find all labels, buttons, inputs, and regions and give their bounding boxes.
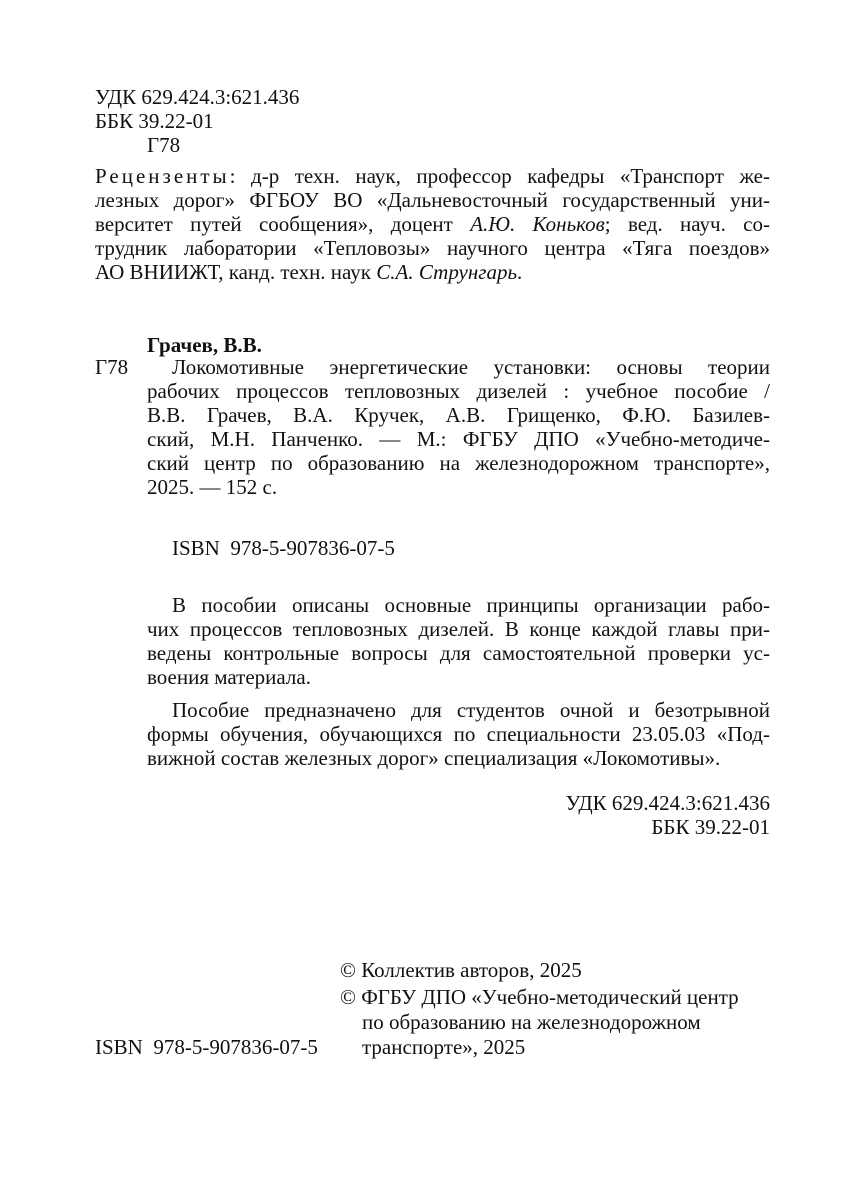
reviewer-name: А.Ю. Коньков bbox=[470, 212, 605, 236]
text: : д-р техн. наук, профессор кафедры «Транспорт же- bbox=[229, 164, 770, 188]
bib-mark: Г78 bbox=[95, 355, 129, 379]
reviewers-line bbox=[95, 212, 770, 236]
reviewers-line: лезных дорог» ФГБОУ ВО «Дальневосточный государственный уни- bbox=[95, 188, 770, 212]
bib-line: В.В. Грачев, В.А. Кручек, А.В. Грищенко, Ф.Ю. Базилев- bbox=[147, 403, 770, 427]
text: АО ВНИИЖТ, канд. техн. наук bbox=[95, 260, 377, 284]
annotation-line: вижной состав железных дорог» специализация «Локомотивы». bbox=[147, 746, 721, 770]
bib-line: 2025. — 152 с. bbox=[147, 475, 278, 499]
udk-code: УДК 629.424.3:621.436 bbox=[95, 85, 300, 109]
reviewer-name: С.А. Струнгарь bbox=[376, 260, 518, 284]
bib-line: Локомотивные энергетические установки: основы теории bbox=[172, 355, 770, 379]
copyright-authors: © Коллектив авторов, 2025 bbox=[340, 958, 582, 982]
bbk-code-bottom: ББК 39.22-01 bbox=[651, 815, 770, 839]
text: . bbox=[517, 260, 523, 284]
reviewers-label: Рецензенты bbox=[95, 164, 230, 188]
annotation-line: ведены контрольные вопросы для самостоятельной проверки ус- bbox=[147, 641, 770, 665]
annotation-line: Пособие предназначено для студентов очной и безотрывной bbox=[172, 698, 770, 722]
copyright-publisher-cont: транспорте», 2025 bbox=[362, 1035, 526, 1059]
copyright-publisher-cont: по образованию на железнодорожном bbox=[362, 1010, 701, 1034]
footer-isbn: ISBN 978-5-907836-07-5 bbox=[95, 1035, 318, 1059]
reviewers-line bbox=[95, 260, 522, 284]
reviewers-line: трудник лаборатории «Тепловозы» научного центра «Тяга поездов» bbox=[95, 236, 770, 260]
annotation-line: В пособии описаны основные принципы организации рабо- bbox=[172, 593, 770, 617]
bib-author: Грачев, В.В. bbox=[147, 333, 262, 357]
reviewers-line bbox=[95, 164, 770, 188]
text: верситет путей сообщения», доцент bbox=[95, 212, 471, 236]
text: ; вед. науч. со- bbox=[604, 212, 770, 236]
udk-code-bottom: УДК 629.424.3:621.436 bbox=[565, 791, 770, 815]
copyright-publisher: © ФГБУ ДПО «Учебно-методический центр bbox=[340, 985, 739, 1009]
bbk-code: ББК 39.22-01 bbox=[95, 109, 214, 133]
bib-isbn: ISBN 978-5-907836-07-5 bbox=[172, 536, 395, 560]
author-mark: Г78 bbox=[147, 133, 181, 157]
bib-line: ский центр по образованию на железнодорожном транспорте», bbox=[147, 451, 770, 475]
bib-line: ский, М.Н. Панченко. — М.: ФГБУ ДПО «Учебно-методиче- bbox=[147, 427, 770, 451]
annotation-line: воения материала. bbox=[147, 665, 311, 689]
bib-line: рабочих процессов тепловозных дизелей : учебное пособие / bbox=[147, 379, 770, 403]
annotation-line: формы обучения, обучающихся по специальности 23.05.03 «Под- bbox=[147, 722, 770, 746]
annotation-line: чих процессов тепловозных дизелей. В конце каждой главы при- bbox=[147, 617, 770, 641]
